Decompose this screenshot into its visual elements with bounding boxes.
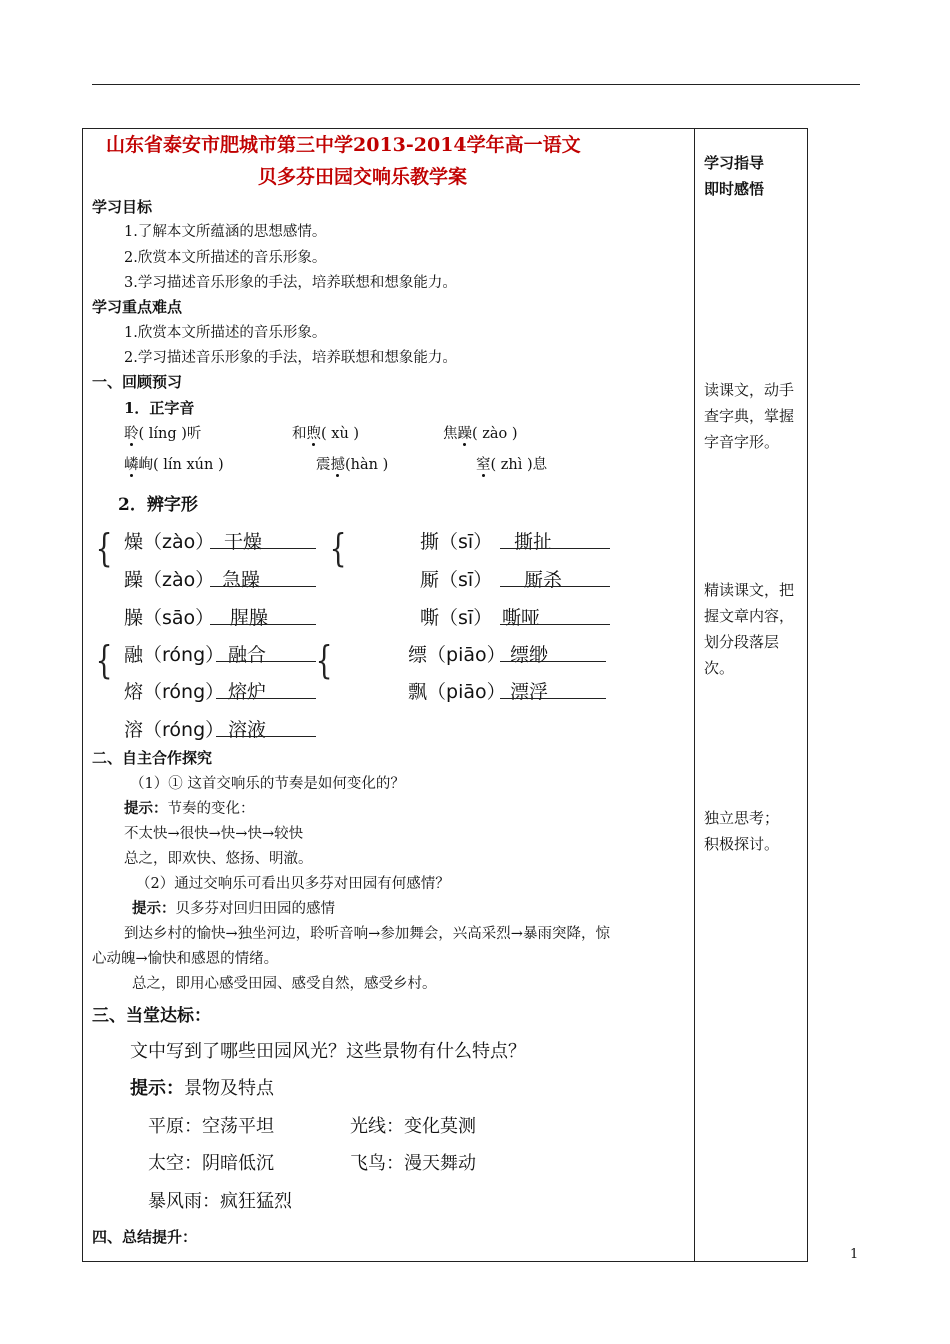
pinyin-item: 窒( zhì )息 <box>476 457 548 473</box>
pinyin-item: 震撼(hàn ) <box>316 457 389 473</box>
glyph-word: 缥缈 <box>510 644 549 666</box>
doc-title-line1: 山东省泰安市肥城市第三中学2013-2014学年高一语文 <box>106 134 581 156</box>
glyph-row: 厮（sī） <box>420 569 493 591</box>
glyph-word: 嘶哑 <box>502 607 541 629</box>
answer-line: 不太快→很快→快→快→较快 <box>124 826 304 842</box>
glyph-row: 臊（sāo） <box>124 607 215 629</box>
glyph-word: 熔炉 <box>228 681 267 703</box>
underline <box>216 698 316 699</box>
column-divider <box>694 128 695 1262</box>
sidebar-note-thinking <box>704 805 779 857</box>
practice-question: 文中写到了哪些田园风光？这些景物有什么特点？ <box>130 1041 526 1062</box>
underline <box>500 548 610 549</box>
scene-pair: 光线：变化莫测 <box>350 1116 476 1137</box>
glyph-row: 撕（sī） <box>420 531 493 553</box>
scene-pair: 飞鸟：漫天舞动 <box>350 1153 476 1174</box>
glyph-word: 撕扯 <box>514 531 553 553</box>
glyph-row: 嘶（sī） <box>420 607 493 629</box>
sidebar-note-preview <box>704 377 794 455</box>
sidebar-header-guide: 学习指导 <box>704 154 765 172</box>
glyph-word: 融合 <box>228 644 267 666</box>
note-line: 精读课文，把 <box>704 581 795 599</box>
scene-pair: 暴风雨：疯狂猛烈 <box>148 1191 292 1212</box>
question-2: （2）通过交响乐可看出贝多芬对田园有何感情？ <box>136 876 450 892</box>
section-explore-heading: 二、自主合作探究 <box>92 749 213 767</box>
underline <box>210 548 316 549</box>
note-line: 划分段落层 <box>704 633 780 651</box>
glyph-row: 躁（zào） <box>124 569 215 591</box>
underline <box>500 698 606 699</box>
answer-line: 心动魄→愉快和感恩的情绪。 <box>92 951 279 967</box>
hint-2: 提示：贝多芬对回归田园的感情 <box>132 900 335 917</box>
pinyin-item: 嶙峋( lín xún ) <box>124 457 224 473</box>
answer-line: 总之，即用心感受田园、感受自然，感受乡村。 <box>132 976 437 992</box>
glyph-word: 干燥 <box>224 531 263 553</box>
scene-pair: 太空：阴暗低沉 <box>148 1153 274 1174</box>
glyph-row: 融（róng） <box>124 644 225 666</box>
keypoint-item: 2.学习描述音乐形象的手法，培养联想和想象能力。 <box>124 350 457 366</box>
sidebar-header-insight: 即时感悟 <box>704 180 765 198</box>
answer-line: 到达乡村的愉快→独坐河边，聆听音响→参加舞会，兴高采烈→暴雨突降，惊 <box>124 926 610 942</box>
subsection-glyphs: 2．辨字形 <box>118 495 198 515</box>
brace-left-2: { <box>95 638 113 682</box>
pinyin-item: 聆( líng )听 <box>124 426 202 442</box>
header-rule <box>92 84 860 85</box>
section-keypoints-heading: 学习重点难点 <box>92 298 183 316</box>
underline <box>210 624 316 625</box>
note-line: 独立思考； <box>704 809 780 827</box>
hint-1: 提示：节奏的变化： <box>124 800 255 817</box>
glyph-word: 急躁 <box>222 569 261 591</box>
note-line: 握文章内容， <box>704 607 795 625</box>
glyph-row: 缥（piāo） <box>408 644 506 666</box>
question-1: （1）① 这首交响乐的节奏是如何变化的？ <box>130 776 405 792</box>
pinyin-item: 焦躁( zào ) <box>443 426 518 442</box>
brace-right-2: { <box>315 638 333 682</box>
note-line: 积极探讨。 <box>704 835 780 853</box>
underline <box>500 586 610 587</box>
underline <box>500 624 610 625</box>
underline <box>500 661 606 662</box>
subsection-pronunciation: 1．正字音 <box>124 399 195 417</box>
goal-item: 1.了解本文所蕴涵的思想感情。 <box>124 224 327 240</box>
goal-item: 3.学习描述音乐形象的手法，培养联想和想象能力。 <box>124 275 457 291</box>
note-line: 字音字形。 <box>704 433 780 451</box>
underline <box>216 661 316 662</box>
section-summary-heading: 四、总结提升： <box>92 1228 198 1246</box>
brace-left-1: { <box>95 526 113 570</box>
note-line: 读课文，动手 <box>704 381 795 399</box>
goal-item: 2.欣赏本文所描述的音乐形象。 <box>124 250 327 266</box>
glyph-row: 燥（zào） <box>124 531 215 553</box>
glyph-word: 腥臊 <box>230 607 269 629</box>
note-line: 查字典，掌握 <box>704 407 795 425</box>
brace-right-1: { <box>329 526 347 570</box>
glyph-word: 溶液 <box>228 719 267 741</box>
section-review-heading: 一、回顾预习 <box>92 373 183 391</box>
section-practice-heading: 三、当堂达标： <box>92 1006 211 1026</box>
sidebar-note-reading <box>704 577 794 681</box>
pinyin-item: 和煦( xù ) <box>292 426 360 442</box>
doc-title-line2: 贝多芬田园交响乐教学案 <box>258 166 468 188</box>
glyph-row: 溶（róng） <box>124 719 225 741</box>
underline <box>210 586 316 587</box>
section-goals-heading: 学习目标 <box>92 198 153 216</box>
glyph-word: 厮杀 <box>524 569 563 591</box>
scene-pair: 平原：空荡平坦 <box>148 1116 274 1137</box>
keypoint-item: 1.欣赏本文所描述的音乐形象。 <box>124 325 327 341</box>
practice-hint: 提示：景物及特点 <box>130 1078 274 1099</box>
glyph-row: 熔（róng） <box>124 681 225 703</box>
answer-line: 总之，即欢快、悠扬、明澈。 <box>124 851 313 867</box>
page-number: 1 <box>850 1247 859 1262</box>
glyph-row: 飘（piāo） <box>408 681 506 703</box>
note-line: 次。 <box>704 659 735 677</box>
underline <box>216 736 316 737</box>
glyph-word: 漂浮 <box>510 681 549 703</box>
